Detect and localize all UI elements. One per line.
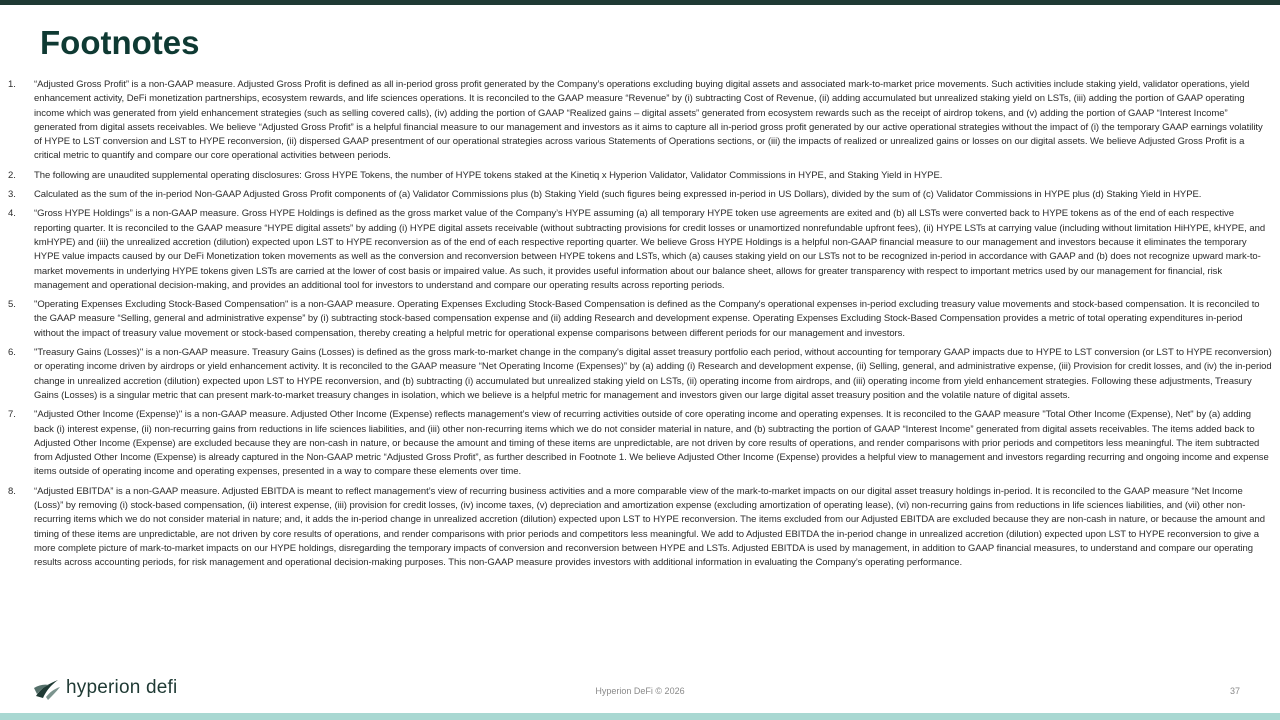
bottom-accent-bar [0, 713, 1280, 720]
hyperion-logo-mark-icon [32, 675, 62, 701]
footnote-item [8, 207, 1272, 293]
footnote-text: "Operating Expenses Excluding Stock-Based Compensation" is a non-GAAP measure. Operating Expenses Excluding Stock-Based Compensation is defined as the Company's operational expenses in-period excluding treasury value movements and stock-based compensation. It is reconciled to the GAAP measure “Selling, general and administrative expense” by (i) subtracting stock-based compensation expense and (ii) adding Research and development expense. Operating Expenses Excluding Stock-Based Compensation provides a metric of total operating expenditures in-period without the impact of treasury value movement or stock-based compensation, thereby creating a helpful metric for operational expense comparisons between different periods for our management and investors. [34, 299, 1260, 339]
footnote-number: 1. [8, 79, 16, 90]
footnote-number: 2. [8, 169, 16, 181]
footnote-number: 6. [8, 347, 16, 359]
footnote-number: 3. [8, 189, 16, 201]
top-accent-bar [0, 0, 1280, 5]
footnote-number: 7. [8, 409, 16, 421]
footnote-item [8, 188, 1272, 202]
footnote-item [8, 169, 1272, 183]
footnote-item [8, 485, 1272, 571]
footnote-number: 4. [8, 208, 16, 220]
brand-logo [32, 675, 177, 701]
footnote-item [8, 298, 1272, 341]
footnote-text: "Treasury Gains (Losses)" is a non-GAAP measure. Treasury Gains (Losses) is defined as the gross mark-to-market change in the company's digital asset treasury portfolio each period, without accounting for temporary GAAP impacts due to HYPE to LST conversion (or LST to HYPE reconversion) or operating income driven by airdrops or yield enhancement activity. It is reconciled to the GAAP measure “Net Operating Income (Expenses)” by (a) adding (i) Research and development expense, (ii) Selling, general, and administrative expense, (iii) Provision for credit losses, and (iv) the in-period change in unrealized accretion (dilution) expected upon LST to HYPE reconversion, and (b) subtracting (i) accumulated but unrealized staking yield on LSTs, (ii) operating income from airdrops, and (iii) operating income from yield enhancement strategies. Following these adjustments, Treasury Gains (Losses) is a singular metric that can present mark-to-market treasury changes in isolation, which we believe is a helpful metric for management and investors given our large digital asset treasury position and the volatile nature of digital assets. [34, 347, 1272, 401]
page-title: Footnotes [40, 24, 200, 61]
footnotes-list [8, 78, 1272, 576]
footnote-text: “Adjusted EBITDA” is a non-GAAP measure. Adjusted EBITDA is meant to reflect management’s view of recurring business activities and a more comparable view of the mark-to-market impacts on our digital asset treasury holdings in-period. It is reconciled to the GAAP measure “Net Income (Loss)” by removing (i) stock-based compensation, (ii) interest expense, (iii) provision for credit losses, (iv) income taxes, (v) depreciation and amortization expense (excluding amortization of operating lease), (vi) non-recurring gains from reductions in life sciences liabilities, and (vii) other non-recurring items which we do not consider material in nature; and, it adds the in-period change in unrealized accretion (dilution) expected upon LST to HYPE reconversion. The items excluded from our Adjusted EBITDA are excluded because they are non-cash in nature, or because the amount and timing of these items are unpredictable, are not driven by core results of operations, and render comparisons with prior periods and competitors less meaningful. We add to Adjusted EBITDA the in-period change in unrealized accretion (dilution) expected upon LST to HYPE reconversion to give a more complete picture of mark-to-market impacts on our HYPE holdings, disregarding the temporary impacts of conversion and reconversion between HYPE and LSTs. Adjusted EBITDA is used by management, in addition to GAAP financial measures, to understand and compare our operating results across accounting periods, for risk management and operational decision-making purposes. This non-GAAP measure provides investors with additional information in evaluating the Company’s operating performance. [34, 485, 1265, 569]
footnote-text: “Adjusted Gross Profit” is a non-GAAP measure. Adjusted Gross Profit is defined as all in-period gross profit generated by the Company’s operations excluding buying digital assets and associated mark-to-market price movements. Such activities include staking yield, validator operations, yield enhancement activity, DeFi monetization partnerships, ecosystem rewards, and life sciences operations. It is reconciled to the GAAP measure “Revenue” by (i) subtracting Cost of Revenue, (ii) adding accumulated but unrealized staking yield on LSTs, (iii) adding the portion of GAAP operating income which was generated from yield enhancement strategies (such as selling covered calls), (iv) adding the portion of GAAP “Realized gains – digital assets” generated from ecosystem rewards such as the receipt of airdrop tokens, and (v) adding the portion of GAAP “Interest Income” generated from digital assets receivables. We believe “Adjusted Gross Profit” is a helpful financial measure to our management and investors as it aims to capture all in-period gross profit generated by our active operational strategies without the impact of (i) the temporary GAAP earnings volatility of HYPE to LST conversion and LST to HYPE reconversion, (ii) dispersed GAAP presentment of our operational strategies across various Statements of Operations sections, or (iii) the impacts of realized or unrealized gains or losses on our digital assets. We believe Adjusted Gross Profit is a critical metric to quantify and compare our core operational activities between periods. [34, 79, 1263, 162]
footnote-text: Calculated as the sum of the in-period Non-GAAP Adjusted Gross Profit components of (a) Validator Commissions plus (b) Staking Yield (such figures being expressed in-period in US Dollars), divided by the sum of (c) Validator Commissions in HYPE plus (d) Staking Yield in HYPE. [34, 189, 1202, 201]
footnote-item [8, 408, 1272, 479]
footnote-text: "Adjusted Other Income (Expense)" is a non-GAAP measure. Adjusted Other Income (Expense) reflects management’s view of recurring activities outside of core operating income and operating expenses. It is reconciled to the GAAP measure "Total Other Income (Expense), Net" by (a) adding back (i) interest expense, (ii) non-recurring gains from reductions in life sciences liabilities, and (iii) other non-recurring items which we do not consider material in nature, and (b) subtracting the portion of GAAP “Interest Income” generated from digital assets receivables. The items added back to Adjusted Other Income (Expense) are excluded because they are non-cash in nature, or because the amount and timing of these items are unpredictable, are not driven by core results of operations, and render comparisons with prior periods and competitors less meaningful. The item subtracted from Adjusted Other Income (Expense) is already captured in the Non-GAAP metric “Adjusted Gross Profit”, as further described in Footnote 1. We believe Adjusted Other Income (Expense) provides a helpful view to management and investors regarding recurring and ongoing income and expense items outside of operating income and operating expenses, presented in a way to compare these elements over time. [34, 409, 1269, 478]
footnote-item [8, 346, 1272, 403]
footnote-number: 8. [8, 485, 16, 497]
page-number: 37 [1229, 686, 1240, 696]
brand-name: hyperion defi [66, 677, 178, 698]
footnote-item [8, 78, 1272, 164]
footnote-text: “Gross HYPE Holdings” is a non-GAAP measure. Gross HYPE Holdings is defined as the gross market value of the Company’s HYPE assuming (a) all temporary HYPE token use agreements are exited and (b) all LSTs were converted back to HYPE tokens as of the end of each respective reporting quarter. It is reconciled to the GAAP measure “HYPE digital assets” by adding (i) HYPE digital assets receivable (without subtracting provisions for credit losses or unamortized nonrefundable upfront fees), (ii) HYPE LSTs at carrying value (including without limitation HiHYPE, kHYPE, and kmHYPE) and (iii) the unrealized accretion (dilution) expected upon LST to HYPE reconversion as of the end of each respective reporting quarter. We believe Gross HYPE Holdings is a helpful non-GAAP financial measure to our management and investors because it eliminates the temporary HYPE value impacts caused by our DeFi Monetization token movements as well as the conversion and reconversion between HYPE tokens and LSTs, which (a) causes staking yield on our LSTs not to be recognized in-period in accordance with GAAP and (b) does not recognize upward mark-to-market movements in underlying HYPE tokens given LSTs are carried at the lower of cost basis or impaired value. As such, it provides useful information about our balance sheet, allows for greater transparency with respect to important metrics used by our management for financial, risk management and operational decision-making, and provides an additional tool for investors to understand and compare our operating results across reporting periods. [34, 208, 1266, 291]
copyright-text: Hyperion DeFi © 2026 [595, 686, 685, 696]
footnote-number: 5. [8, 299, 16, 311]
footnote-text: The following are unaudited supplemental operating disclosures: Gross HYPE Tokens, the number of HYPE tokens staked at the Kinetiq x Hyperion Validator, Validator Commissions in HYPE, and Staking Yield in HYPE. [34, 169, 943, 181]
